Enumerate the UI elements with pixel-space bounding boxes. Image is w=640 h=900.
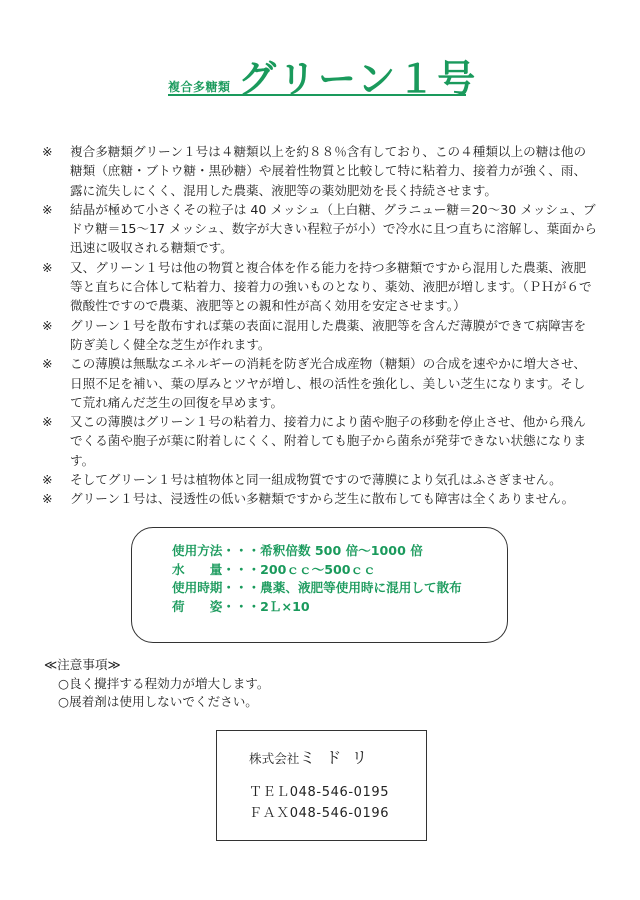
note-text: そしてグリーン１号は植物体と同一組成物質ですので薄膜により気孔はふさぎません。 <box>70 472 562 488</box>
note-item <box>42 258 597 316</box>
note-text: 結晶が極めて小さくその粒子は 40 メッシュ（上白糖、グラニュー糖＝20～30 メッシュ、ブドウ糖＝15～17 メッシュ、数字が大きい程粒子が小）で冷水に且つ直ちに溶解し、葉面から迅速に吸収される糖類です。 <box>70 201 597 256</box>
usage-package: 荷 姿・・・2Ｌ×10 <box>172 599 310 615</box>
note-item <box>42 316 597 355</box>
caution-item: ○良く攪拌する程効力が増大します。 <box>58 675 270 691</box>
contact-box <box>216 730 427 841</box>
note-mark: ※ <box>42 356 53 372</box>
notes-list <box>42 142 597 509</box>
note-text: グリーン１号は、浸透性の低い多糖類ですから芝生に散布しても障害は全くありません。 <box>70 491 575 507</box>
fax-number: ＦＡＸ048-546-0196 <box>249 806 390 821</box>
note-text: グリーン１号を散布すれば葉の表面に混用した農薬、液肥等を含んだ薄膜ができて病障害を防ぎ美しく健全な芝生が作れます。 <box>70 317 587 352</box>
note-mark: ※ <box>42 472 53 488</box>
note-mark: ※ <box>42 201 53 217</box>
note-mark: ※ <box>42 317 53 333</box>
company-prefix: 株式会社 <box>249 751 300 766</box>
caution-heading: ≪注意事項≫ <box>44 657 121 672</box>
product-title: グリーン１号 <box>238 57 478 101</box>
product-subtitle: 複合多糖類 <box>168 80 231 94</box>
company-name <box>249 745 377 768</box>
note-text: この薄膜は無駄なエネルギーの消耗を防ぎ光合成産物（糖類）の合成を速やかに増大させ、日照不足を補い、葉の厚みとツヤが増し、根の活性を強化し、美しい芝生になります。そして荒れ痛んだ芝生の回復を早めます。 <box>70 356 586 410</box>
usage-lines <box>172 542 462 617</box>
caution-item: ○展着剤は使用しないでください。 <box>58 694 258 709</box>
note-item <box>42 412 597 470</box>
title-block <box>168 48 478 101</box>
note-text: 複合多糖類グリーン１号は４糖類以上を約８８％含有しており、この４種類以上の糖は他の糖類（庶糖・ブトウ糖・黒砂糖）や展着性物質と比較して特に粘着力、接着力が強く、雨、露に流失しにくく、混用した農薬、液肥等の薬効肥効を長く持続させます。 <box>70 144 587 198</box>
note-text: 又この薄膜はグリーン１号の粘着力、接着力により菌や胞子の移動を停止させ、他から飛んでくる菌や胞子が葉に附着しにくく、附着しても胞子から菌糸が発芽できない状態になります。 <box>70 414 587 468</box>
note-mark: ※ <box>42 259 53 275</box>
caution-section <box>44 656 269 712</box>
company-brand: ミドリ <box>299 748 378 767</box>
note-mark: ※ <box>42 414 53 430</box>
note-item <box>42 200 597 258</box>
phone-number: ＴＥＬ048-546-0195 <box>249 785 390 800</box>
usage-box <box>131 527 508 643</box>
note-item <box>42 489 597 508</box>
usage-water: 水 量・・・200ｃｃ～500ｃｃ <box>172 561 376 577</box>
usage-method: 使用方法・・・希釈倍数 500 倍～1000 倍 <box>172 543 423 558</box>
note-item <box>42 142 597 200</box>
note-item <box>42 354 597 412</box>
usage-timing: 使用時期・・・農薬、液肥等使用時に混用して散布 <box>172 580 462 596</box>
note-mark: ※ <box>42 491 53 507</box>
note-mark: ※ <box>42 144 53 159</box>
note-item <box>42 470 597 489</box>
note-text: 又、グリーン１号は他の物質と複合体を作る能力を持つ多糖類ですから混用した農薬、液肥等と直ちに合体して粘着力、接着力の強いものとなり、薬効、液肥が増します。（ＰＨが６で微酸性ですので農薬、液肥等との親和性が高く効用を安定させます。） <box>70 259 592 314</box>
